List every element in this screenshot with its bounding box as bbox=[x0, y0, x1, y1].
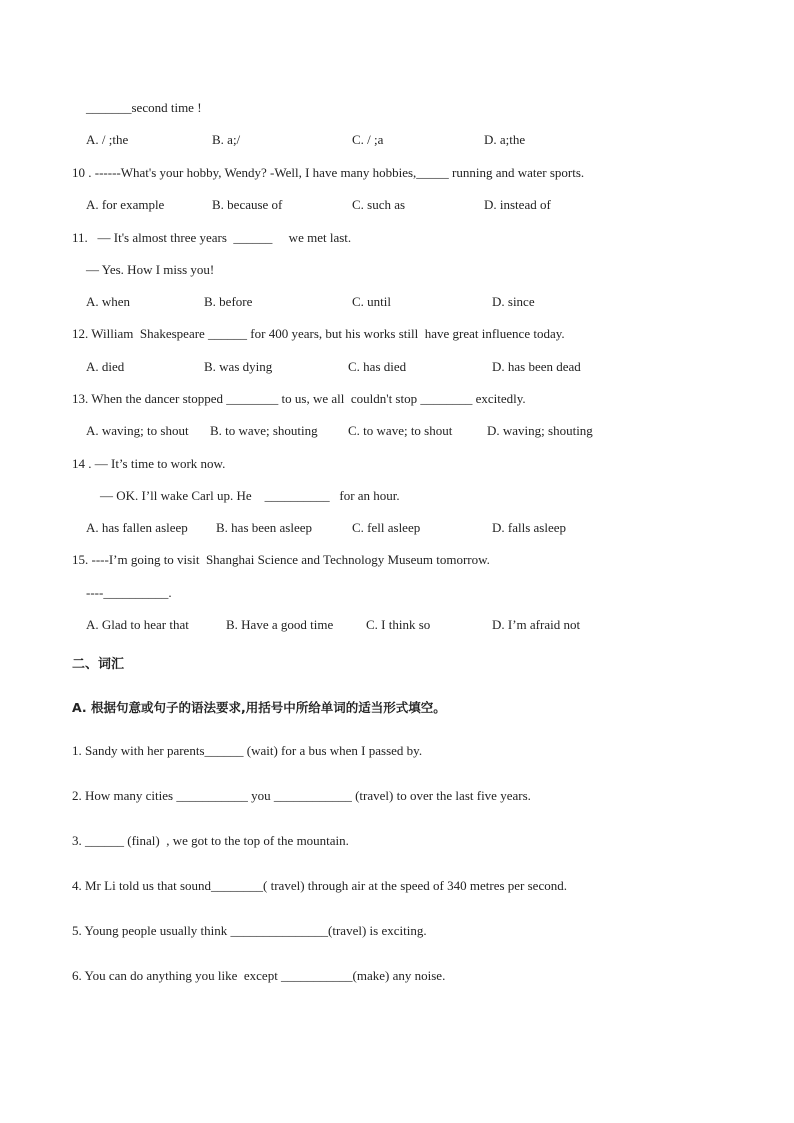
q12-option-b: B. was dying bbox=[204, 359, 273, 374]
q9-option-a: A. / ;the bbox=[86, 132, 129, 147]
vocab-item-3: 3. ______ (final) , we got to the top of the mountain. bbox=[72, 833, 349, 848]
q15-text: 15. ----I’m going to visit Shanghai Science and Technology Museum tomorrow. bbox=[72, 552, 490, 567]
q12-option-c: C. has died bbox=[348, 359, 407, 374]
q13-option-d: D. waving; shouting bbox=[487, 423, 593, 438]
q11-text: 11. — It's almost three years ______ we met last. bbox=[72, 230, 352, 245]
q9-continuation: _______second time ! bbox=[86, 100, 202, 115]
q14-option-a: A. has fallen asleep bbox=[86, 520, 188, 535]
q14-option-c: C. fell asleep bbox=[352, 520, 421, 535]
q9-option-b: B. a;/ bbox=[212, 132, 241, 147]
q14-response: — OK. I’ll wake Carl up. He __________ for an hour. bbox=[100, 488, 400, 503]
q15-option-b: B. Have a good time bbox=[226, 617, 334, 632]
q15-option-d: D. I’m afraid not bbox=[492, 617, 581, 632]
q15-option-a: A. Glad to hear that bbox=[86, 617, 189, 632]
q15-response: ----__________. bbox=[86, 585, 172, 600]
q9-option-d: D. a;the bbox=[484, 132, 526, 147]
section-instruction: A. 根据句意或句子的语法要求,用括号中所给单词的适当形式填空。 bbox=[72, 700, 446, 715]
vocab-item-1: 1. Sandy with her parents______ (wait) for a bus when I passed by. bbox=[72, 743, 423, 758]
q10-option-a: A. for example bbox=[86, 197, 165, 212]
q11-response: — Yes. How I miss you! bbox=[86, 262, 215, 277]
q14-text: 14 . — It’s time to work now. bbox=[72, 456, 226, 471]
q11-option-a: A. when bbox=[86, 294, 131, 309]
q13-option-c: C. to wave; to shout bbox=[348, 423, 453, 438]
q9-option-c: C. / ;a bbox=[352, 132, 384, 147]
q13-text: 13. When the dancer stopped ________ to us, we all couldn't stop ________ excitedly. bbox=[72, 391, 526, 406]
q10-option-c: C. such as bbox=[352, 197, 406, 212]
vocab-item-2: 2. How many cities ___________ you ____________ (travel) to over the last five years. bbox=[72, 788, 531, 803]
q10-option-d: D. instead of bbox=[484, 197, 551, 212]
q11-option-c: C. until bbox=[352, 294, 392, 309]
q14-option-d: D. falls asleep bbox=[492, 520, 567, 535]
section-heading: 二、词汇 bbox=[72, 657, 125, 672]
q13-option-a: A. waving; to shout bbox=[86, 423, 189, 438]
q10-text: 10 . ------What's your hobby, Wendy? -Well, I have many hobbies,_____ running and water sports. bbox=[72, 165, 585, 180]
q13-option-b: B. to wave; shouting bbox=[210, 423, 318, 438]
q11-option-b: B. before bbox=[204, 294, 253, 309]
q10-option-b: B. because of bbox=[212, 197, 283, 212]
q11-option-d: D. since bbox=[492, 294, 535, 309]
q12-option-d: D. has been dead bbox=[492, 359, 581, 374]
q14-option-b: B. has been asleep bbox=[216, 520, 313, 535]
q12-option-a: A. died bbox=[86, 359, 125, 374]
q12-text: 12. William Shakespeare ______ for 400 years, but his works still have great influence today. bbox=[72, 326, 565, 341]
vocab-item-5: 5. Young people usually think _______________(travel) is exciting. bbox=[72, 923, 427, 938]
vocab-item-6: 6. You can do anything you like except ___________(make) any noise. bbox=[72, 968, 446, 983]
vocab-item-4: 4. Mr Li told us that sound________( travel) through air at the speed of 340 metres per second. bbox=[72, 878, 567, 893]
q15-option-c: C. I think so bbox=[366, 617, 431, 632]
